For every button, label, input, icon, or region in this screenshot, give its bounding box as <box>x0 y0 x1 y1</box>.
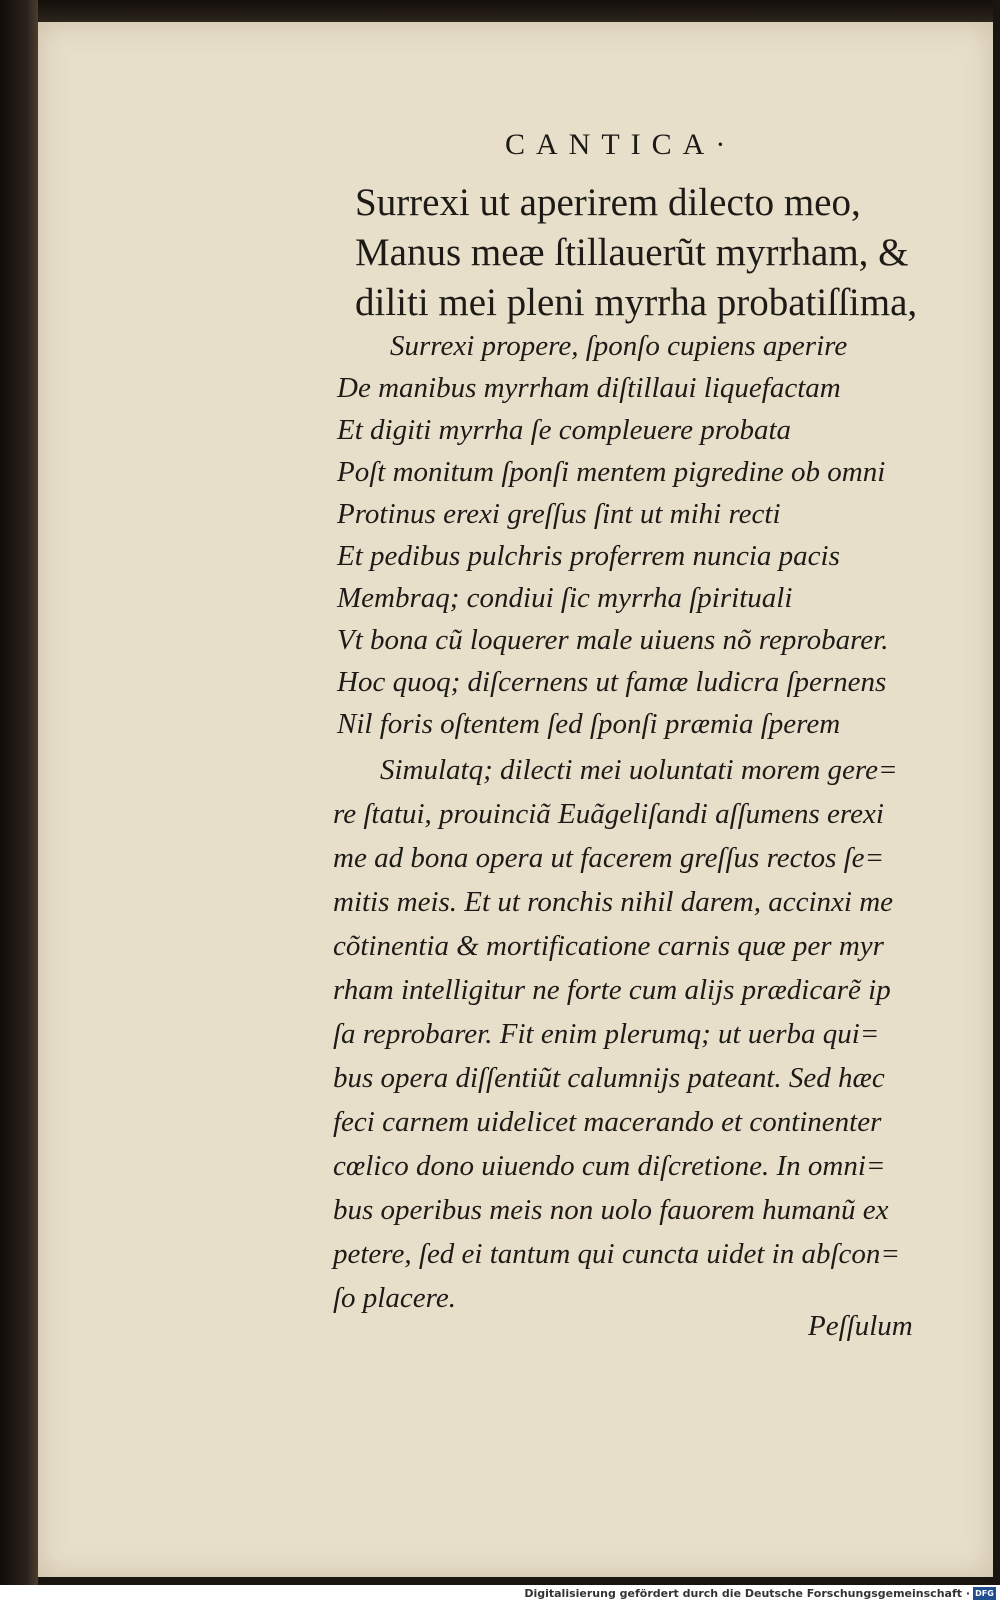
poem-line: De manibus myrrham diſtillaui liquefactam <box>337 372 841 404</box>
prose-line: ſa reprobarer. Fit enim plerumq; ut uerba qui= <box>333 1018 880 1050</box>
scan-top-edge <box>38 0 1000 22</box>
poem-line: Et digiti myrrha ſe compleuere probata <box>337 414 792 446</box>
poem-line: Et pedibus pulchris proferrem nuncia pacis <box>337 540 840 572</box>
running-heading: CANTICA· <box>505 128 737 161</box>
poem-line: Protinus erexi greſſus ſint ut mihi recti <box>337 498 781 530</box>
verse-block <box>355 178 955 328</box>
catchword: Peſſulum <box>808 1310 913 1342</box>
prose-line: feci carnem uidelicet macerando et continenter <box>333 1106 882 1138</box>
poem-line: Surrexi propere, ſponſo cupiens aperire <box>390 330 848 362</box>
poem-line: Vt bona cũ loquerer male uiuens nõ reprobarer. <box>337 624 889 656</box>
prose-line: bus opera diſſentiũt calumnijs pateant. Sed hæc <box>333 1062 885 1094</box>
verse-line: Manus meæ ſtillauerũt myrrham, & <box>355 231 909 274</box>
poem-line: Nil foris oſtentem ſed ſponſi præmia ſperem <box>337 708 841 740</box>
prose-line: ſo placere. <box>333 1282 456 1314</box>
prose-line: petere, ſed ei tantum qui cuncta uidet in abſcon= <box>333 1238 900 1270</box>
verse-line: Surrexi ut aperirem dilecto meo, <box>355 181 861 224</box>
prose-line: re ſtatui, prouinciã Euãgeliſandi aſſumens erexi <box>333 798 884 830</box>
poem-line: Membraq; condiui ſic myrrha ſpirituali <box>337 582 793 614</box>
poem-line: Poſt monitum ſponſi mentem pigredine ob omni <box>337 456 886 488</box>
poem-block <box>337 367 937 745</box>
book-spine-edge <box>0 0 38 1585</box>
prose-block <box>333 792 933 1320</box>
prose-line: mitis meis. Et ut ronchis nihil darem, accinxi me <box>333 886 894 918</box>
prose-first-line <box>380 748 980 792</box>
prose-line: cõtinentia & mortificatione carnis quæ per myr <box>333 930 884 962</box>
prose-line: Simulatq; dilecti mei uoluntati morem gere= <box>380 754 898 786</box>
prose-line: rham intelligitur ne forte cum alijs prædicarẽ ip <box>333 974 891 1006</box>
scan-right-edge <box>993 0 1000 1585</box>
funding-credit: Digitalisierung gefördert durch die Deutsche Forschungsgemeinschaft · <box>524 1587 970 1600</box>
prose-line: me ad bona opera ut facerem greſſus rectos ſe= <box>333 842 885 874</box>
poem-first-line <box>390 325 990 367</box>
verse-line: diliti mei pleni myrrha probatiſſima, <box>355 281 918 324</box>
poem-line: Hoc quoq; diſcernens ut famæ ludicra ſpernens <box>337 666 887 698</box>
dfg-logo-icon: DFG <box>973 1587 996 1600</box>
prose-line: bus operibus meis non uolo fauorem humanũ ex <box>333 1194 889 1226</box>
prose-line: cœlico dono uiuendo cum diſcretione. In omni= <box>333 1150 886 1182</box>
